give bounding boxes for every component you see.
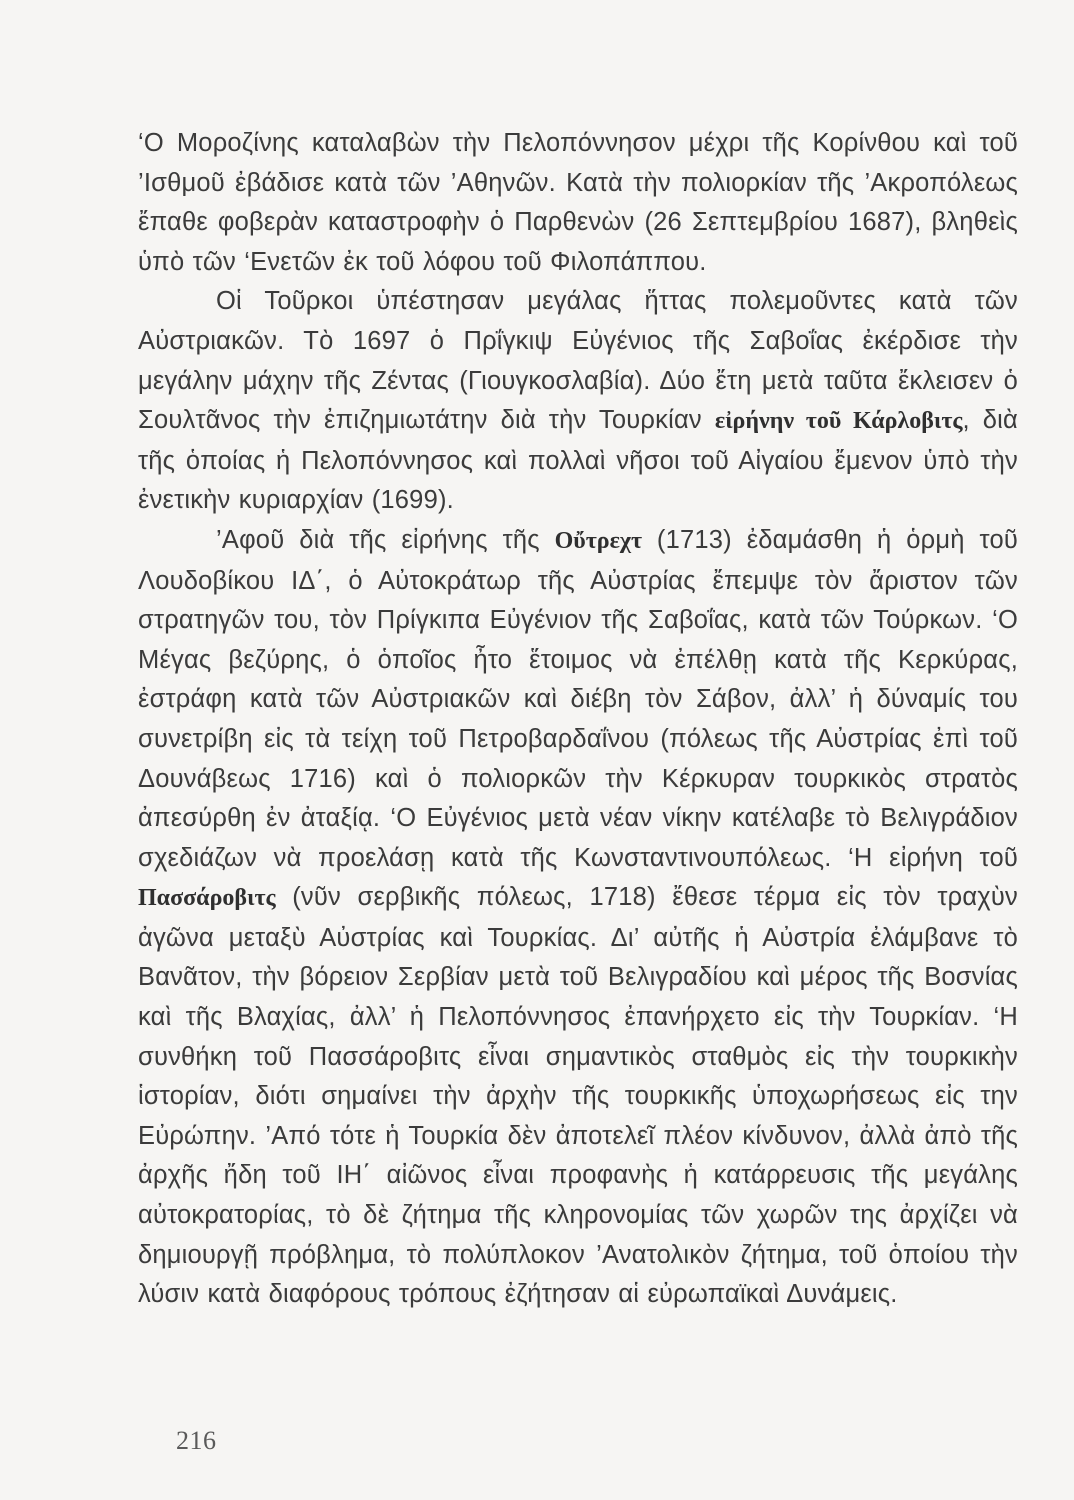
text-run: Οἱ Τοῦρκοι ὑπέστησαν μεγάλας ἥττας πολεμοῦντες κατὰ τῶν Αὐστριακῶν. Τὸ 1697 ὁ Πρΐγκιψ Εὐγένιος τῆς Σαβοΐας ἐκέρδισε τὴν μεγάλην μάχην τῆς Ζέντας (Γιουγκοσλαβία). Δύο ἔτη μετὰ ταῦτα ἔκλεισεν ὁ Σουλτᾶνος τὴν ἐπιζημιωτάτην διὰ τὴν Τουρκίαν [138, 287, 1018, 435]
page-number: 216 [176, 1426, 217, 1455]
text-run: , διὰ τῆς ὁποίας ἡ Πελοπόννησος καὶ πολλαὶ νῆσοι τοῦ Αἰγαίου ἔμενον ὑπὸ τὴν ἐνετικὴν κυριαρχίαν (1699). [138, 406, 1018, 515]
emphasis-utrecht: Οὔτρεχτ [554, 527, 643, 554]
emphasis-treaty-karlowitz: εἰρήνην τοῦ Κάρλοβιτς [714, 408, 963, 435]
paragraph-karlowitz [138, 282, 1018, 521]
text-run: (νῦν σερβικῆς πόλεως, 1718) ἔθεσε τέρμα εἰς τὸν τραχὺν ἀγῶνα μεταξὺ Αὐστρίας καὶ Τουρκίας. Δι’ αὐτῆς ἡ Αὐστρία ἐλάμβανε τὸ Βανᾶτον, τὴν βόρειον Σερβίαν μετὰ τοῦ Βελιγραδίου καὶ μέρος τῆς Βοσνίας καὶ τῆς Βλαχίας, ἀλλ’ ἡ Πελοπόννησος ἐπανήρχετο εἰς τὴν Τουρκίαν. ‘Η συνθήκη τοῦ Πασσάροβιτς εἶναι σημαντικὸς σταθμὸς εἰς τὴν τουρκικὴν ἱστορίαν, διότι σημαίνει τὴν ἀρχὴν τῆς τουρκικῆς ὑποχωρήσεως εἰς την Εὐρώπην. ’Από τότε ἡ Τουρκία δὲν ἀποτελεῖ πλέον κίνδυνον, ἀλλὰ ἀπὸ τῆς ἀρχῆς ἤδη τοῦ ΙΗ΄ αἰῶνος εἶναι προφανὴς ἡ κατάρρευσις τῆς μεγάλης αὐτοκρατορίας, τὸ δὲ ζήτημα τῆς κληρονομίας τῶν χωρῶν της ἀρχίζει νὰ δημιουργῇ πρόβλημα, τὸ πολύπλοκον ’Ανατολικὸν ζήτημα, τοῦ ὁποίου τὴν λύσιν κατὰ διαφόρους τρόπους ἐζήτησαν αἱ εὐρωπαϊκαὶ Δυνάμεις. [138, 883, 1018, 1309]
body-text [138, 124, 1018, 1315]
text-run: ’Αφοῦ διὰ τῆς εἰρήνης τῆς [216, 525, 555, 554]
text-run: ‘Ο Μοροζίνης καταλαβὼν τὴν Πελοπόννησον μέχρι τῆς Κορίνθου καὶ τοῦ ’Ισθμοῦ ἐβάδισε κατὰ τῶν ’Αθηνῶν. Κατὰ τὴν πολιορκίαν τῆς ’Ακροπόλεως ἔπαθε φοβερὰν καταστροφὴν ὁ Παρθενὼν (26 Σεπτεμβρίου 1687), βληθεὶς ὑπὸ τῶν ‘Ενετῶν ἐκ τοῦ λόφου τοῦ Φιλοπάππου. [138, 129, 1018, 276]
emphasis-passarowitz: Πασσάροβιτς [138, 885, 276, 912]
paragraph-utrecht-passarowitz [138, 521, 1018, 1315]
paragraph-morosini [138, 124, 1018, 282]
text-run: (1713) ἐδαμάσθη ἡ ὁρμὴ τοῦ Λουδοβίκου ΙΔ΄, ὁ Αὐτοκράτωρ τῆς Αὐστρίας ἔπεμψε τὸν ἄριστον τῶν στρατηγῶν του, τὸν Πρίγκιπα Εὐγένιον τῆς Σαβοΐας, κατὰ τῶν Τούρκων. ‘Ο Μέγας βεζύρης, ὁ ὁποῖος ἦτο ἕτοιμος νὰ ἐπέλθῃ κατὰ τῆς Κερκύρας, ἐστράφη κατὰ τῶν Αὐστριακῶν καὶ διέβη τὸν Σάβον, ἀλλ’ ἡ δύναμίς του συνετρίβη εἰς τὰ τείχη τοῦ Πετροβαρδαΐνου (πόλεως τῆς Αὐστρίας ἐπὶ τοῦ Δουνάβεως 1716) καὶ ὁ πολιορκῶν τὴν Κέρκυραν τουρκικὸς στρατὸς ἀπεσύρθη ἐν ἀταξίᾳ. ‘Ο Εὐγένιος μετὰ νέαν νίκην κατέλαβε τὸ Βελιγράδιον σχεδιάζων νὰ προελάσῃ κατὰ τῆς Κωνσταντινουπόλεως. ‘Η εἰρήνη τοῦ [138, 525, 1018, 872]
